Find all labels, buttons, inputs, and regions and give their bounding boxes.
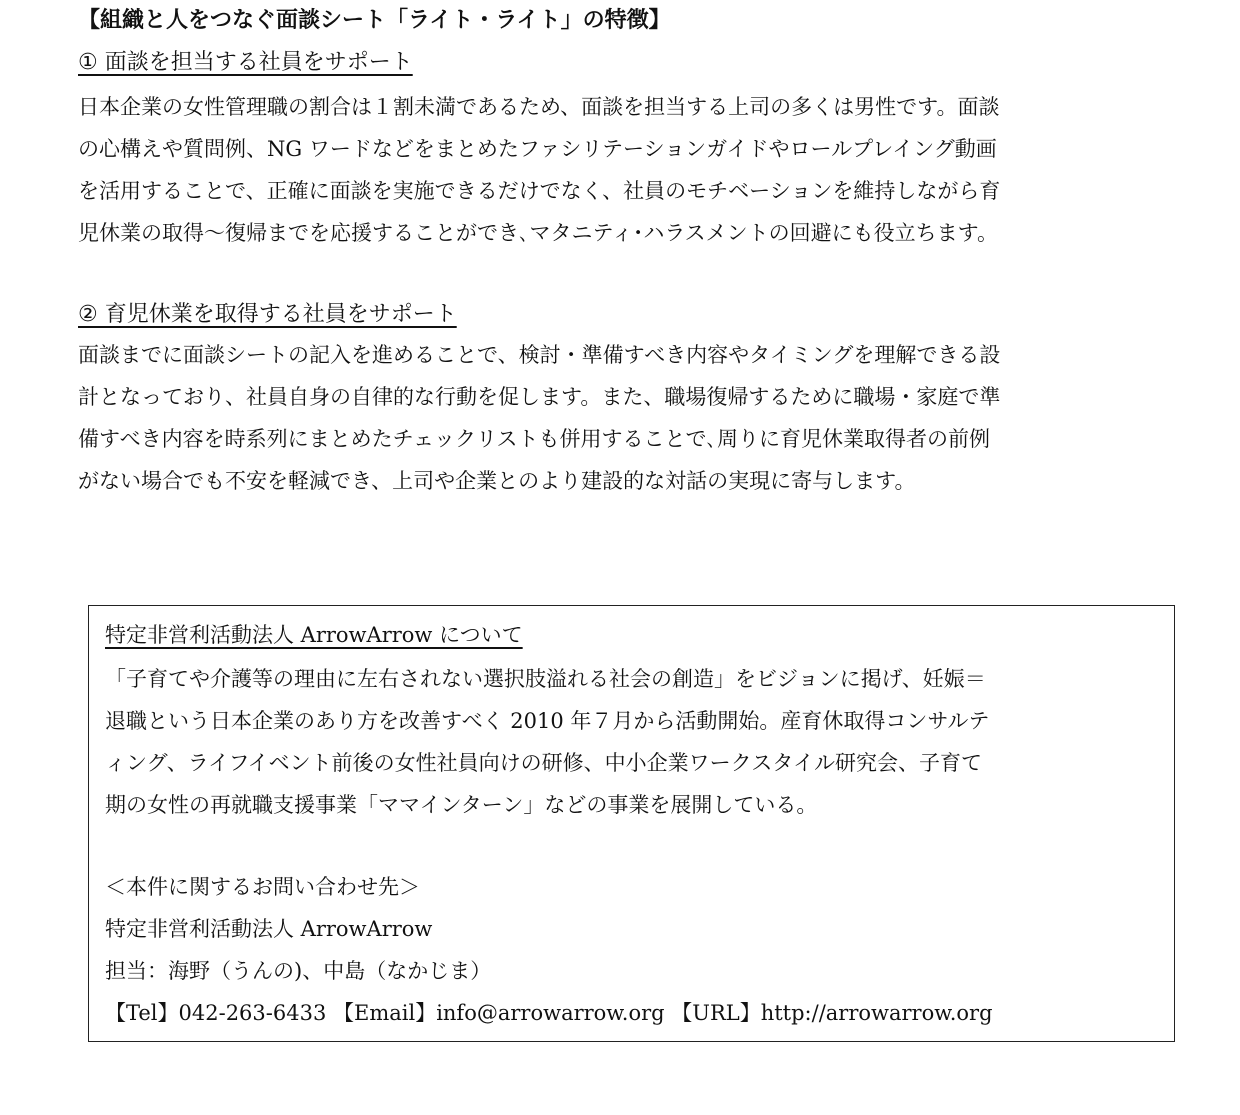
- about-box: [88, 605, 1175, 1042]
- section2-line: 面談までに面談シートの記入を進めることで、検討・準備すべき内容やタイミングを理解できる設: [78, 343, 1001, 367]
- section1-line: を活用することで、正確に面談を実施できるだけでなく、社員のモチベーションを維持しながら育: [78, 179, 1001, 203]
- section2-body: [78, 334, 1178, 502]
- contact-header: ＜本件に関するお問い合わせ先＞: [105, 875, 420, 899]
- document-heading: 【組織と人をつなぐ面談シート「ライト・ライト」の特徴】: [78, 8, 671, 33]
- about-line: 退職という日本企業のあり方を改善すべく 2010 年７月から活動開始。産育休取得コンサルテ: [105, 709, 990, 733]
- about-line: 「子育てや介護等の理由に左右されない選択肢溢れる社会の創造」をビジョンに掲げ、妊娠＝: [105, 667, 986, 691]
- section1-line: 日本企業の女性管理職の割合は１割未満であるため、面談を担当する上司の多くは男性です。面談: [78, 95, 1000, 119]
- about-line: ィング、ライフイベント前後の女性社員向けの研修、中小企業ワークスタイル研究会、子育て: [105, 751, 982, 775]
- contact-links: 【Tel】042-263-6433 【Email】info@arrowarrow.org 【URL】http://arrowarrow.org: [105, 1001, 993, 1025]
- section1-title: ① 面談を担当する社員をサポート: [78, 50, 413, 75]
- about-title: 特定非営利活動法人 ArrowArrow について: [105, 623, 523, 647]
- section1-line: の心構えや質問例、NG ワードなどをまとめたファシリテーションガイドやロールプレイング動画: [78, 137, 997, 161]
- section1-body: [78, 86, 1178, 254]
- contact-person: 担当：海野（うんの)、中島（なかじま）: [105, 959, 492, 983]
- contact-block: [105, 866, 993, 1034]
- section1-line: 児休業の取得〜復帰までを応援することができ､マタニティ･ハラスメントの回避にも役立ちます。: [78, 221, 999, 245]
- section2-line: 備すべき内容を時系列にまとめたチェックリストも併用することで､周りに育児休業取得者の前例: [78, 427, 991, 451]
- contact-org: 特定非営利活動法人 ArrowArrow: [105, 917, 433, 941]
- section2-title: ② 育児休業を取得する社員をサポート: [78, 302, 457, 327]
- about-body: [105, 658, 989, 826]
- section2-line: がない場合でも不安を軽減でき、上司や企業とのより建設的な対話の実現に寄与します。: [78, 469, 916, 493]
- section2-line: 計となっており、社員自身の自律的な行動を促します。また、職場復帰するために職場・家庭で準: [78, 385, 1001, 409]
- about-line: 期の女性の再就職支援事業「ママインターン」などの事業を展開している。: [105, 793, 818, 817]
